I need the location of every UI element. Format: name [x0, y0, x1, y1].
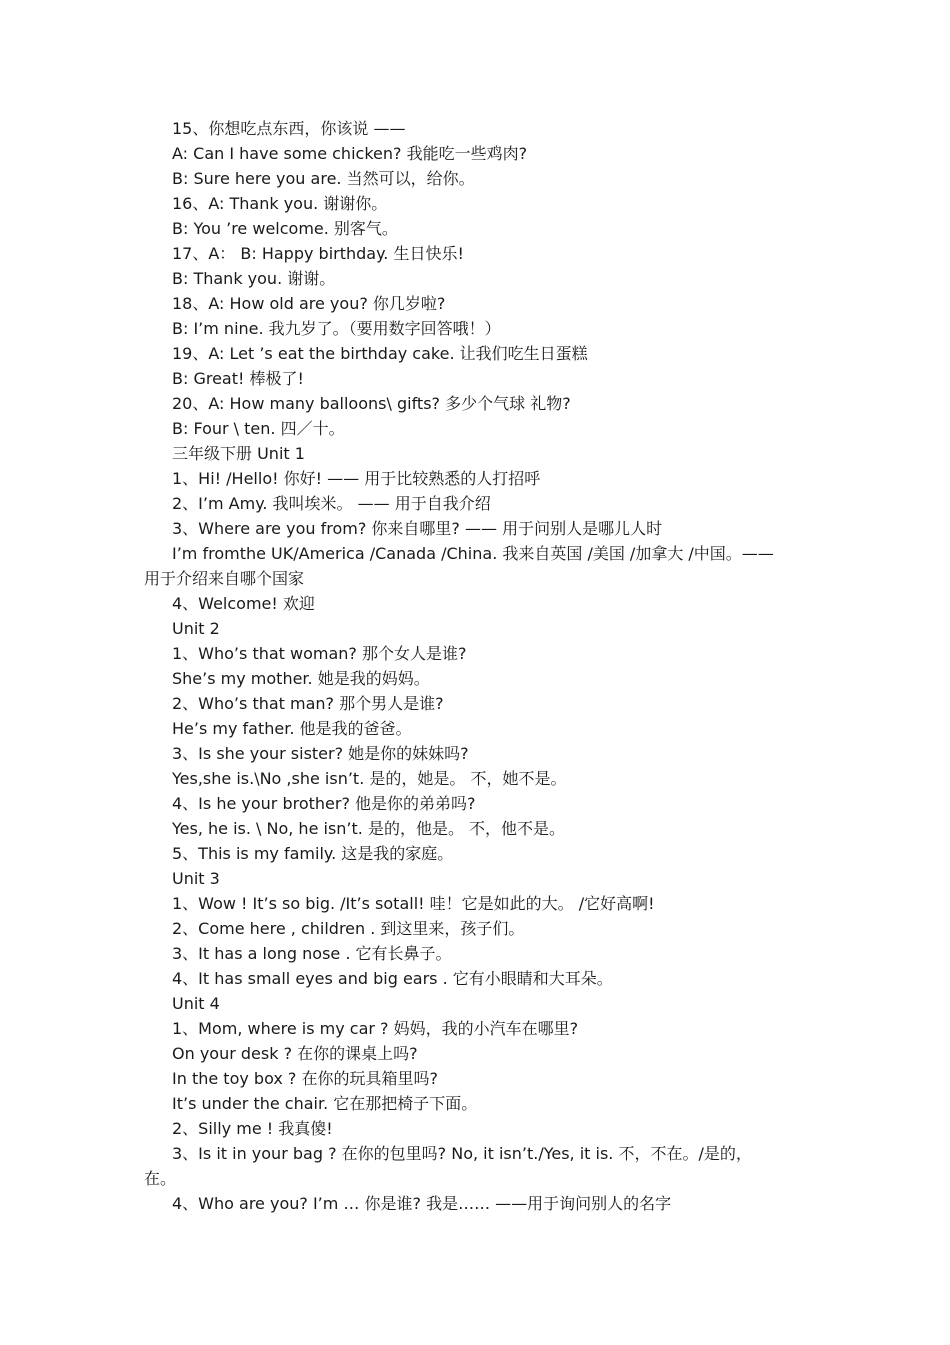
text-line: 1、Wow ! It’s so big. /It’s sotall! 哇！它是如此的大。 /它好高啊!: [172, 894, 655, 913]
text-line: 1、Who’s that woman? 那个女人是谁?: [172, 644, 467, 663]
text-line: B: Great! 棒极了!: [172, 369, 304, 388]
document-body: [144, 116, 814, 1216]
text-line: 4、Welcome! 欢迎: [172, 594, 315, 613]
text-line: 3、Where are you from? 你来自哪里? —— 用于问别人是哪儿人时: [172, 519, 663, 538]
text-line: 17、A： B: Happy birthday. 生日快乐!: [172, 244, 464, 263]
text-line: 5、This is my family. 这是我的家庭。: [172, 844, 454, 863]
text-line: B: You ’re welcome. 别客气。: [172, 219, 398, 238]
text-line: 15、你想吃点东西，你该说 ——: [172, 119, 406, 138]
text-line: 4、Who are you? I’m … 你是谁? 我是…… ——用于询问别人的名字: [172, 1194, 672, 1213]
text-line: 2、Who’s that man? 那个男人是谁?: [172, 694, 444, 713]
text-line: Unit 4: [172, 994, 220, 1013]
text-line: Yes, he is. \ No, he isn’t. 是的，他是。 不，他不是。: [172, 819, 566, 838]
text-line: B: Thank you. 谢谢。: [172, 269, 336, 288]
text-line: She’s my mother. 她是我的妈妈。: [172, 669, 430, 688]
text-line: It’s under the chair. 它在那把椅子下面。: [172, 1094, 478, 1113]
text-line: 19、A: Let ’s eat the birthday cake. 让我们吃生日蛋糕: [172, 344, 588, 363]
text-line: 20、A: How many balloons\ gifts? 多少个气球 礼物?: [172, 394, 571, 413]
text-line: 2、Silly me ! 我真傻!: [172, 1119, 333, 1138]
text-line: B: Sure here you are. 当然可以，给你。: [172, 169, 475, 188]
text-line: He’s my father. 他是我的爸爸。: [172, 719, 412, 738]
text-line: 3、Is she your sister? 她是你的妹妹吗?: [172, 744, 469, 763]
text-line: 3、It has a long nose . 它有长鼻子。: [172, 944, 452, 963]
text-line: 2、Come here , children . 到这里来，孩子们。: [172, 919, 525, 938]
text-line: On your desk ? 在你的课桌上吗?: [172, 1044, 418, 1063]
text-line: Yes,she is.\No ,she isn’t. 是的，她是。 不，她不是。: [172, 769, 567, 788]
text-line: 在。: [144, 1169, 177, 1188]
text-line: 用于介绍来自哪个国家: [144, 569, 305, 588]
text-line: A: Can I have some chicken? 我能吃一些鸡肉?: [172, 144, 528, 163]
text-line: B: I’m nine. 我九岁了。（要用数字回答哦！）: [172, 319, 501, 338]
text-line: 18、A: How old are you? 你几岁啦?: [172, 294, 446, 313]
text-line: 16、A: Thank you. 谢谢你。: [172, 194, 388, 213]
text-line: 1、Hi! /Hello! 你好! —— 用于比较熟悉的人打招呼: [172, 469, 541, 488]
text-line: I’m fromthe UK/America /Canada /China. 我来自英国 /美国 /加拿大 /中国。——: [172, 544, 774, 563]
text-line: Unit 2: [172, 619, 220, 638]
text-line: 3、Is it in your bag ? 在你的包里吗? No, it isn’t./Yes, it is. 不，不在。/是的，: [172, 1144, 752, 1163]
text-line: B: Four \ ten. 四／十。: [172, 419, 345, 438]
text-line: 4、It has small eyes and big ears . 它有小眼睛和大耳朵。: [172, 969, 613, 988]
text-line: 2、I’m Amy. 我叫埃米。 —— 用于自我介绍: [172, 494, 491, 513]
text-line: In the toy box ? 在你的玩具箱里吗?: [172, 1069, 438, 1088]
text-line: 三年级下册 Unit 1: [172, 444, 305, 463]
text-line: 1、Mom, where is my car ? 妈妈，我的小汽车在哪里?: [172, 1019, 579, 1038]
text-line: Unit 3: [172, 869, 220, 888]
text-line: 4、Is he your brother? 他是你的弟弟吗?: [172, 794, 476, 813]
